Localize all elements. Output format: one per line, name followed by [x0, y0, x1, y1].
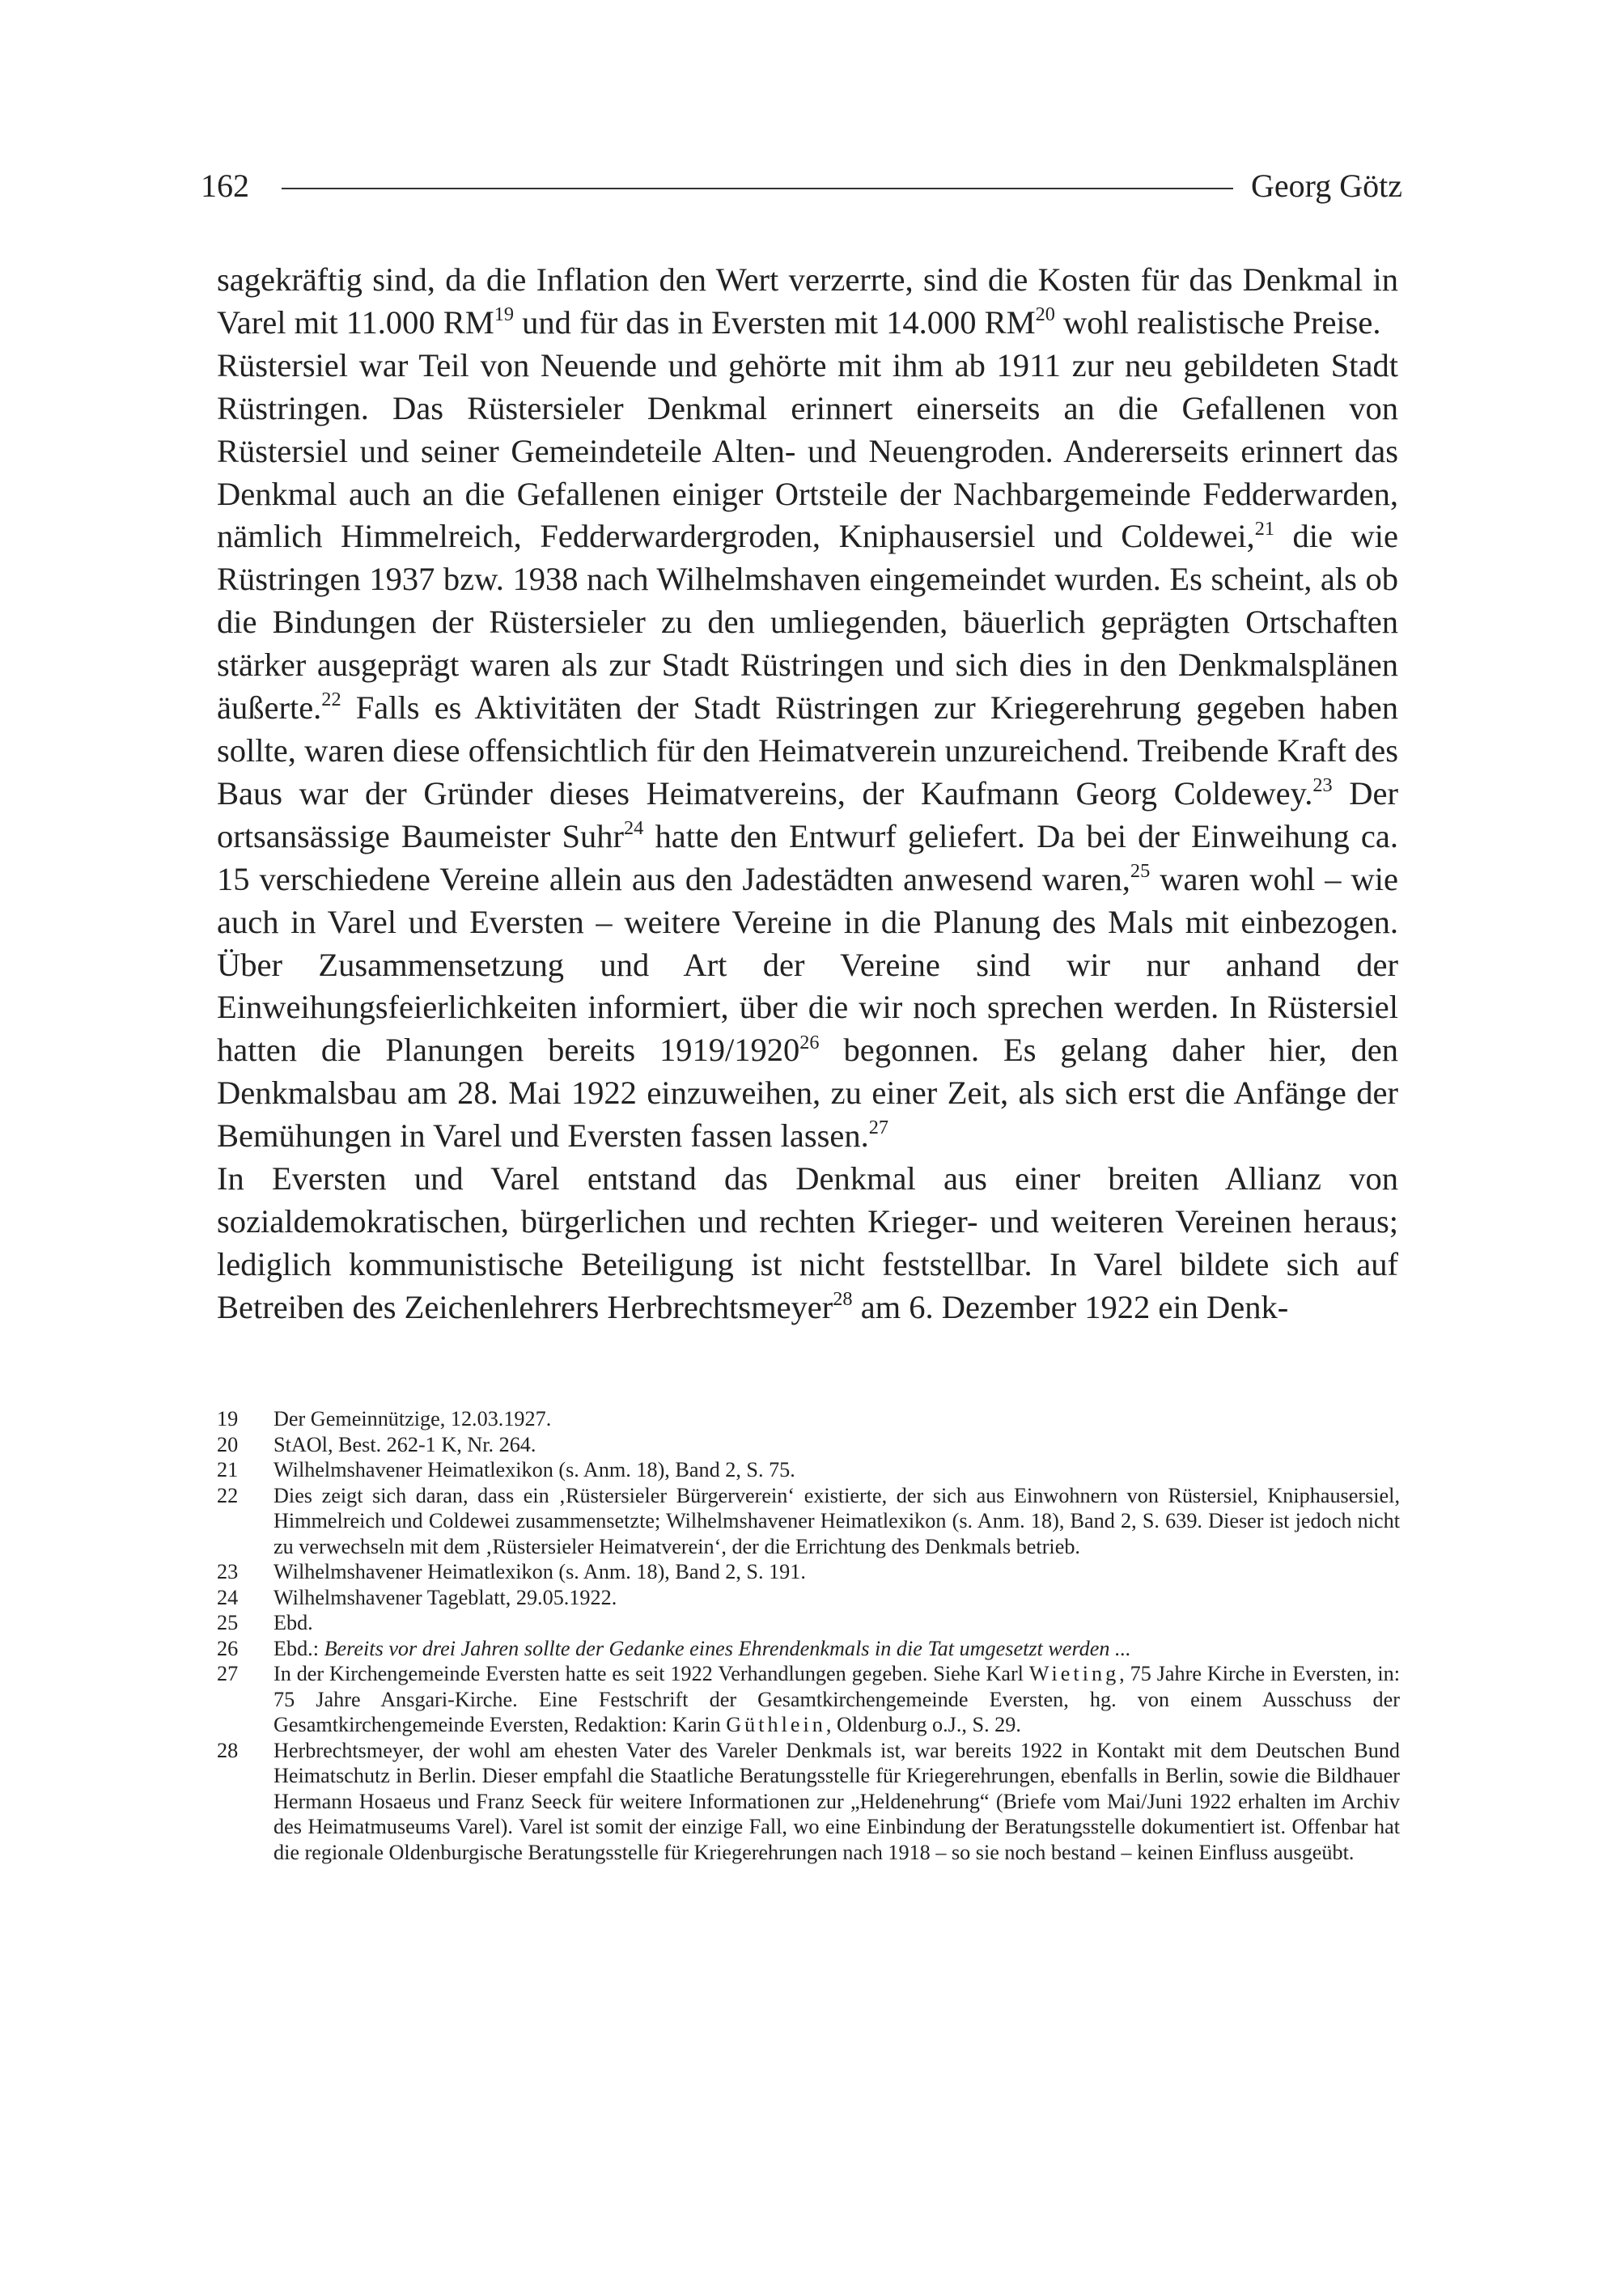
header-rule	[282, 188, 1233, 189]
footnote-19: 19 Der Gemeinnützige, 12.03.1927.	[217, 1407, 552, 1430]
footnote-ref-19[interactable]: 19	[494, 303, 515, 326]
footnote-ref-28[interactable]: 28	[833, 1288, 853, 1311]
footnote-26: 26 Ebd.: Bereits vor drei Jahren sollte der Gedanke eines Ehrendenkmals in die Tat umgesetzt werden ...	[217, 1636, 1131, 1660]
footnote-ref-26[interactable]: 26	[799, 1031, 820, 1053]
footnote-28: 28 Herbrechtsmeyer, der wohl am ehesten Vater des Vareler Denkmals ist, war bereits 1922 in Kontakt mit dem Deutschen Bund Heimatschutz in Berlin. Dieser empfahl die Staatliche Beratungsstelle für Kriegerehrungen, ebenfalls in Berlin, sowie die Bildhauer Hermann Hosaeus und Franz Seeck für weitere Informationen zur „Heldenehrung“ (Briefe vom Mai/Juni 1922 erhalten im Archiv des Heimatmuseums Varel). Varel ist somit der einzige Fall, wo eine Einbindung der Beratungsstelle dokumentiert ist. Offenbar hat die regionale Oldenburgische Beratungsstelle für Kriegerehrungen nach 1918 – so sie noch bestand – keinen Einfluss ausgeübt.	[217, 1738, 1400, 1864]
footnote-21: 21 Wilhelmshavener Heimatlexikon (s. Anm. 18), Band 2, S. 75.	[217, 1458, 795, 1481]
paragraph-3: In Eversten und Varel entstand das Denkmal aus einer breiten Allianz von sozialdemokratischen, bürgerlichen und rechten Krieger- und weiteren Vereinen heraus; lediglich kommunistische Beteiligung ist nicht feststellbar. In Varel bildete sich auf Betreiben des Zeichenlehrers Herbrechtsmeyer$^{28}$ am 6. Dezember 1922 ein Denk-	[217, 1160, 1398, 1325]
footnote-22: 22 Dies zeigt sich daran, dass ein ‚Rüstersieler Bürgerverein‘ existierte, der sich aus Einwohnern von Rüstersiel, Kniphausersiel, Himmelreich und Coldewei zusammensetzte; Wilhelmshavener Heimatlexikon (s. Anm. 18), Band 2, S. 639. Dieser ist jedoch nicht zu verwechseln mit dem ‚Rüstersieler Heimatverein‘, der die Errichtung des Denkmals betrieb.	[217, 1483, 1400, 1558]
author-name-guethlein: Güthlein	[726, 1713, 826, 1736]
footnote-27: 27 In der Kirchengemeinde Eversten hatte es seit 1922 Verhandlungen gegeben. Siehe Karl Wieting, 75 Jahre Kirche in Eversten, in: 75 Jahre Ansgari-Kirche. Eine Festschrift der Gesamtkirchengemeinde Eversten, hg. von einem Ausschuss der Gesamtkirchengemeinde Eversten, Redaktion: Karin Güthlein, Oldenburg o.J., S. 29.	[217, 1662, 1401, 1736]
running-header	[201, 166, 1402, 206]
footnote-ref-20[interactable]: 20	[1035, 303, 1055, 326]
author-name-wieting: Wieting	[1028, 1662, 1120, 1685]
footnote-23: 23 Wilhelmshavener Heimatlexikon (s. Anm. 18), Band 2, S. 191.	[217, 1560, 806, 1583]
running-author: Georg Götz	[1251, 167, 1402, 204]
footnote-25: 25 Ebd.	[217, 1611, 313, 1634]
footnote-ref-24[interactable]: 24	[624, 817, 644, 840]
footnote-ref-22[interactable]: 22	[321, 689, 341, 711]
footnotes	[217, 1406, 1400, 1865]
footnote-ref-21[interactable]: 21	[1254, 517, 1274, 540]
footnote-24: 24 Wilhelmshavener Tageblatt, 29.05.1922.	[217, 1585, 617, 1609]
quoted-source: Bereits vor drei Jahren sollte der Gedanke eines Ehrendenkmals in die Tat umgesetzt werden ...	[324, 1636, 1131, 1660]
footnote-20: 20 StAOl, Best. 262-1 K, Nr. 264.	[217, 1432, 536, 1456]
footnote-ref-25[interactable]: 25	[1130, 859, 1151, 882]
main-text	[217, 259, 1398, 1329]
page-number: 162	[201, 167, 249, 204]
footnote-ref-23[interactable]: 23	[1312, 774, 1333, 797]
paragraph-2: Rüstersiel war Teil von Neuende und gehörte mit ihm ab 1911 zur neu gebildeten Stadt Rüstringen. Das Rüstersieler Denkmal erinnert einerseits an die Gefallenen von Rüstersiel und seiner Gemeindeteile Alten- und Neuengroden. Andererseits erinnert das Denkmal auch an die Gefallenen einiger Ortsteile der Nachbargemeinde Fedderwarden, nämlich Himmelreich, Fedderwardergroden, Kniphausersiel und Coldewei,$^{21}$ die wie Rüstringen 1937 bzw. 1938 nach Wilhelmshaven eingemeindet wurden. Es scheint, als ob die Bindungen der Rüstersieler zu den umliegenden, bäuerlich geprägten Ortschaften stärker ausgeprägt waren als zur Stadt Rüstringen und sich dies in den Denkmalsplänen äußerte.$^{22}$ Falls es Aktivitäten der Stadt Rüstringen zur Kriegerehrung gegeben haben sollte, waren diese offensichtlich für den Heimatverein unzureichend. Treibende Kraft des Baus war der Gründer dieses Heimatvereins, der Kaufmann Georg Coldewey.$^{23}$ Der ortsansässige Baumeister Suhr$^{24}$ hatte den Entwurf geliefert. Da bei der Einweihung ca. 15 verschiedene Vereine allein aus den Jadestädten anwesend waren,$^{25}$ waren wohl – wie auch in Varel und Eversten – weitere Vereine in die Planung des Mals mit einbezogen. Über Zusammensetzung und Art der Vereine sind wir nur anhand der Einweihungsfeierlichkeiten informiert, über die wir noch sprechen werden. In Rüstersiel hatten die Planungen bereits 1919/1920$^{26}$ begonnen. Es gelang daher hier, den Denkmalsbau am 28. Mai 1922 einzuweihen, zu einer Zeit, als sich erst die Anfänge der Bemühungen in Varel und Eversten fassen lassen.$^{27}$	[217, 346, 1399, 1155]
footnote-ref-27[interactable]: 27	[868, 1117, 888, 1139]
paragraph-1: sagekräftig sind, da die Inflation den Wert verzerrte, sind die Kosten für das Denkmal in Varel mit 11.000 RM$^{19}$ und für das in Eversten mit 14.000 RM$^{20}$ wohl realistische Preise.	[217, 261, 1398, 341]
